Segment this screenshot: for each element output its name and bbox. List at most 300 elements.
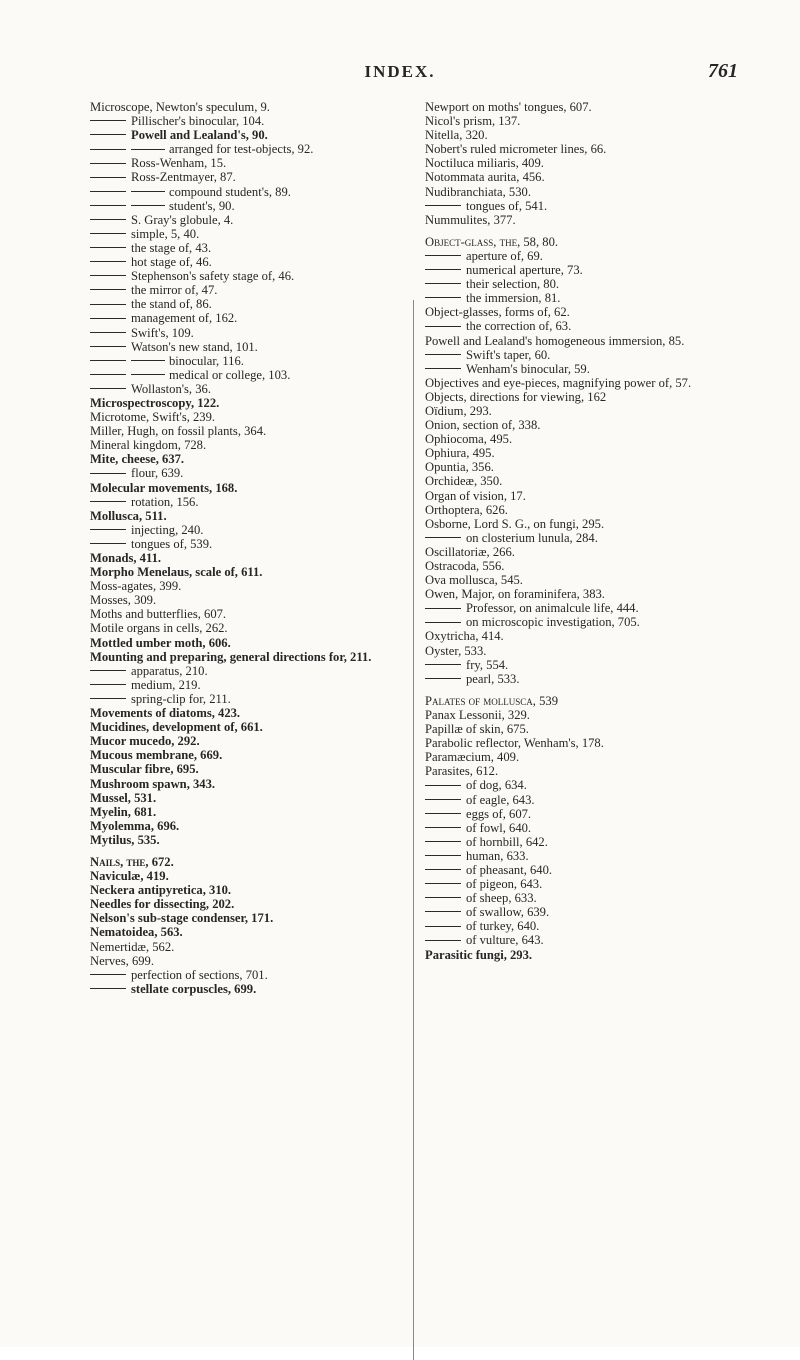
index-entry	[425, 587, 755, 601]
entry-text: Mineral kingdom, 728.	[90, 438, 207, 453]
entry-text: Objectives and eye-pieces, magnifying power of, 57.	[425, 375, 692, 390]
entry-text: Notommata aurita, 456.	[425, 170, 545, 185]
index-entry	[90, 481, 395, 495]
index-subentry	[90, 170, 395, 184]
index-entry	[425, 376, 755, 390]
entry-text: Nobert's ruled micrometer lines, 66.	[425, 142, 607, 157]
entry-text: Oïdium, 293.	[425, 403, 492, 418]
entry-text: Oxytricha, 414.	[425, 629, 504, 644]
index-subentry	[90, 255, 395, 269]
index-entry	[90, 621, 395, 635]
index-subentry	[90, 326, 395, 340]
index-subentry	[425, 199, 755, 213]
entry-text: Paramæcium, 409.	[425, 750, 520, 765]
index-subentry	[90, 283, 395, 297]
entry-text: Mollusca, 511.	[90, 508, 167, 523]
index-entry	[425, 156, 755, 170]
ditto-dash	[90, 149, 126, 150]
index-subentry	[90, 269, 395, 283]
entry-text: Moss-agates, 399.	[90, 579, 182, 594]
index-subentry	[90, 142, 395, 156]
entry-text: Nummulites, 377.	[425, 212, 516, 227]
index-subentry	[425, 658, 755, 672]
index-subentry	[90, 241, 395, 255]
entry-text: Nitella, 320.	[425, 128, 488, 143]
entry-text: Mucidines, development of, 661.	[90, 720, 263, 735]
index-entry	[425, 736, 755, 750]
entry-text: Myolemma, 696.	[90, 818, 180, 833]
entry-text: of hornbill, 642.	[466, 834, 548, 849]
index-subentry	[425, 291, 755, 305]
index-entry	[90, 748, 395, 762]
entry-text: Organ of vision, 17.	[425, 488, 526, 503]
ditto-dash	[90, 346, 126, 347]
index-entry	[90, 452, 395, 466]
entry-text: Mottled umber moth, 606.	[90, 635, 231, 650]
entry-text: Parabolic reflector, Wenham's, 178.	[425, 736, 604, 751]
entry-text: Parasites, 612.	[425, 764, 499, 779]
index-entry	[90, 925, 395, 939]
entry-text: medical or college, 103.	[169, 367, 291, 382]
entry-text: Parasitic fungi, 293.	[425, 947, 533, 962]
index-subentry	[425, 672, 755, 686]
index-entry	[90, 579, 395, 593]
ditto-dash	[131, 360, 165, 361]
entry-text: of pigeon, 643.	[466, 877, 543, 892]
index-subentry	[90, 523, 395, 537]
index-entry	[425, 213, 755, 227]
index-entry	[425, 708, 755, 722]
entry-text: Nails, the, 672.	[90, 854, 174, 869]
entry-text: binocular, 116.	[169, 353, 244, 368]
entry-text: Ophiocoma, 495.	[425, 432, 513, 447]
index-subentry	[425, 863, 755, 877]
index-subentry	[90, 537, 395, 551]
index-subentry	[425, 778, 755, 792]
ditto-dash	[425, 911, 461, 912]
entry-text: on closterium lunula, 284.	[466, 530, 598, 545]
entry-text: of vulture, 643.	[466, 933, 544, 948]
entry-text: Ova mollusca, 545.	[425, 573, 523, 588]
index-subentry	[425, 277, 755, 291]
ditto-dash	[425, 799, 461, 800]
entry-text: Movements of diatoms, 423.	[90, 706, 241, 721]
ditto-dash	[90, 473, 126, 474]
index-entry	[425, 390, 755, 404]
entry-text: Stephenson's safety stage of, 46.	[131, 269, 295, 284]
entry-text: stellate corpuscles, 699.	[131, 981, 257, 996]
ditto-dash	[425, 255, 461, 256]
index-entry	[425, 235, 755, 249]
index-subentry	[90, 495, 395, 509]
index-entry	[425, 948, 755, 962]
entry-text: Ross-Zentmayer, 87.	[131, 170, 236, 185]
entry-text: Object-glass, the, 58, 80.	[425, 234, 559, 249]
index-entry	[425, 764, 755, 778]
ditto-dash	[90, 318, 126, 319]
index-entry	[425, 128, 755, 142]
ditto-dash	[90, 275, 126, 276]
ditto-dash	[90, 974, 126, 975]
entry-text: Orthoptera, 626.	[425, 502, 508, 517]
entry-text: the correction of, 63.	[466, 319, 572, 334]
entry-text: Swift's, 109.	[131, 325, 194, 340]
ditto-dash	[90, 205, 126, 206]
entry-text: Mosses, 309.	[90, 593, 157, 608]
index-entry	[90, 762, 395, 776]
entry-text: Wenham's binocular, 59.	[466, 361, 590, 376]
ditto-dash	[90, 388, 126, 389]
index-entry	[425, 573, 755, 587]
entry-text: Miller, Hugh, on fossil plants, 364.	[90, 424, 267, 439]
ditto-dash	[90, 247, 126, 248]
ditto-dash	[131, 205, 165, 206]
ditto-dash	[425, 883, 461, 884]
ditto-dash	[425, 622, 461, 623]
index-entry	[425, 474, 755, 488]
entry-text: simple, 5, 40.	[131, 226, 200, 241]
entry-text: Objects, directions for viewing, 162	[425, 389, 607, 404]
entry-text: Monads, 411.	[90, 551, 162, 565]
index-entry	[425, 100, 755, 114]
page-header	[0, 62, 800, 92]
index-subentry	[90, 968, 395, 982]
index-subentry	[425, 933, 755, 947]
entry-text: Nerves, 699.	[90, 953, 155, 968]
entry-text: Powell and Lealand's, 90.	[131, 128, 268, 143]
entry-text: Mushroom spawn, 343.	[90, 776, 216, 791]
ditto-dash	[131, 374, 165, 375]
index-subentry	[90, 678, 395, 692]
entry-text: of pheasant, 640.	[466, 862, 553, 877]
index-subentry	[90, 664, 395, 678]
ditto-dash	[425, 855, 461, 856]
index-subentry	[90, 692, 395, 706]
index-subentry	[90, 340, 395, 354]
entry-text: of dog, 634.	[466, 778, 527, 793]
entry-text: Oscillatoriæ, 266.	[425, 544, 515, 559]
index-entry	[90, 607, 395, 621]
entry-text: Object-glasses, forms of, 62.	[425, 305, 570, 320]
ditto-dash	[90, 360, 126, 361]
index-entry	[425, 559, 755, 573]
ditto-dash	[425, 283, 461, 284]
index-subentry	[90, 354, 395, 368]
entry-text: Orchideæ, 350.	[425, 474, 503, 489]
index-entry	[425, 446, 755, 460]
index-subentry	[425, 319, 755, 333]
index-entry	[90, 819, 395, 833]
entry-text: Mucor mucedo, 292.	[90, 734, 200, 749]
entry-text: Mussel, 531.	[90, 790, 157, 805]
index-entry	[90, 734, 395, 748]
entry-text: Motile organs in cells, 262.	[90, 621, 228, 636]
entry-text: the mirror of, 47.	[131, 283, 218, 298]
ditto-dash	[425, 368, 461, 369]
entry-text: Nematoidea, 563.	[90, 925, 183, 940]
entry-text: the stage of, 43.	[131, 240, 212, 255]
entry-text: Panax Lessonii, 329.	[425, 707, 530, 722]
ditto-dash	[90, 233, 126, 234]
entry-text: of fowl, 640.	[466, 820, 532, 835]
entry-text: Pillischer's binocular, 104.	[131, 114, 265, 129]
entry-text: Watson's new stand, 101.	[131, 339, 258, 354]
entry-text: spring-clip for, 211.	[131, 691, 231, 706]
index-subentry	[90, 297, 395, 311]
ditto-dash	[90, 304, 126, 305]
index-entry	[425, 503, 755, 517]
entry-text: Nemertidæ, 562.	[90, 939, 175, 954]
ditto-dash	[425, 813, 461, 814]
index-entry	[90, 706, 395, 720]
index-entry	[90, 565, 395, 579]
index-subentry	[425, 877, 755, 891]
ditto-dash	[425, 269, 461, 270]
index-subentry	[425, 531, 755, 545]
index-subentry	[425, 263, 755, 277]
entry-text: rotation, 156.	[131, 494, 199, 509]
entry-text: apparatus, 210.	[131, 663, 208, 678]
index-subentry	[90, 128, 395, 142]
ditto-dash	[131, 191, 165, 192]
entry-text: hot stage of, 46.	[131, 255, 212, 270]
ditto-dash	[425, 897, 461, 898]
entry-text: Oyster, 533.	[425, 643, 487, 658]
entry-text: compound student's, 89.	[169, 184, 291, 199]
index-entry	[90, 833, 395, 847]
entry-text: Naviculæ, 419.	[90, 869, 169, 884]
index-entry	[425, 644, 755, 658]
index-entry	[90, 897, 395, 911]
entry-text: Needles for dissecting, 202.	[90, 897, 235, 912]
index-subentry	[90, 382, 395, 396]
column-divider	[413, 300, 414, 1360]
index-entry	[90, 636, 395, 650]
ditto-dash	[90, 332, 126, 333]
index-entry	[90, 954, 395, 968]
index-entry	[425, 432, 755, 446]
entry-text: the stand of, 86.	[131, 297, 212, 312]
index-subentry	[425, 821, 755, 835]
ditto-dash	[90, 543, 126, 544]
entry-text: Swift's taper, 60.	[466, 347, 551, 362]
index-entry	[425, 305, 755, 319]
entry-text: Mytilus, 535.	[90, 832, 160, 847]
entry-text: Muscular fibre, 695.	[90, 762, 199, 777]
entry-text: Papillæ of skin, 675.	[425, 722, 529, 737]
entry-text: Moths and butterflies, 607.	[90, 607, 227, 622]
entry-text: on microscopic investigation, 705.	[466, 615, 640, 630]
ditto-dash	[425, 354, 461, 355]
entry-text: Nicol's prism, 137.	[425, 114, 521, 129]
ditto-dash	[90, 698, 126, 699]
index-subentry	[90, 227, 395, 241]
index-entry	[90, 396, 395, 410]
ditto-dash	[425, 205, 461, 206]
page-number: 761	[708, 60, 738, 82]
entry-text: Noctiluca miliaris, 409.	[425, 156, 544, 171]
ditto-dash	[425, 608, 461, 609]
entry-text: medium, 219.	[131, 677, 201, 692]
entry-text: of swallow, 639.	[466, 905, 550, 920]
index-entry	[90, 424, 395, 438]
index-subentry	[425, 835, 755, 849]
entry-text: Ostracoda, 556.	[425, 559, 505, 573]
index-entry	[90, 805, 395, 819]
ditto-dash	[425, 940, 461, 941]
index-subentry	[90, 156, 395, 170]
entry-text: fry, 554.	[466, 657, 509, 672]
index-entry	[90, 869, 395, 883]
entry-text: S. Gray's globule, 4.	[131, 212, 234, 227]
index-subentry	[425, 891, 755, 905]
entry-text: Microtome, Swift's, 239.	[90, 410, 216, 425]
ditto-dash	[425, 827, 461, 828]
ditto-dash	[90, 261, 126, 262]
index-entry	[90, 883, 395, 897]
entry-text: tongues of, 539.	[131, 536, 213, 551]
entry-text: Myelin, 681.	[90, 804, 157, 819]
index-entry	[425, 545, 755, 559]
entry-text: Palates of mollusca, 539	[425, 693, 558, 708]
index-column-right	[425, 100, 755, 962]
entry-text: Newport on moths' tongues, 607.	[425, 100, 592, 114]
entry-text: pearl, 533.	[466, 671, 520, 686]
index-subentry	[90, 368, 395, 382]
entry-text: Opuntia, 356.	[425, 460, 494, 475]
index-column-left	[90, 100, 395, 996]
entry-text: Mite, cheese, 637.	[90, 452, 185, 467]
index-subentry	[425, 348, 755, 362]
entry-text: Professor, on animalcule life, 444.	[466, 601, 639, 616]
index-entry	[425, 404, 755, 418]
ditto-dash	[90, 529, 126, 530]
entry-text: human, 633.	[466, 848, 529, 863]
ditto-dash	[90, 501, 126, 502]
entry-text: Mounting and preparing, general directions for, 211.	[90, 649, 372, 664]
entry-text: Wollaston's, 36.	[131, 381, 211, 396]
index-entry	[90, 410, 395, 424]
entry-text: arranged for test-objects, 92.	[169, 142, 314, 157]
index-entry	[90, 791, 395, 805]
entry-text: Microscope, Newton's speculum, 9.	[90, 100, 270, 114]
ditto-dash	[131, 149, 165, 150]
index-subentry	[90, 466, 395, 480]
ditto-dash	[90, 163, 126, 164]
entry-text: tongues of, 541.	[466, 198, 548, 213]
entry-text: of eagle, 643.	[466, 792, 535, 807]
entry-text: Microspectroscopy, 122.	[90, 395, 220, 410]
entry-text: Molecular movements, 168.	[90, 480, 238, 495]
entry-text: student's, 90.	[169, 198, 235, 213]
index-subentry	[425, 905, 755, 919]
index-subentry	[425, 362, 755, 376]
entry-text: Ross-Wenham, 15.	[131, 156, 227, 171]
index-entry	[90, 551, 395, 565]
index-entry	[425, 170, 755, 184]
ditto-dash	[425, 869, 461, 870]
entry-text: Nudibranchiata, 530.	[425, 184, 531, 199]
entry-text: Powell and Lealand's homogeneous immersion, 85.	[425, 333, 685, 348]
entry-text: aperture of, 69.	[466, 248, 543, 263]
ditto-dash	[90, 684, 126, 685]
entry-text: Onion, section of, 338.	[425, 418, 541, 433]
index-subentry	[425, 601, 755, 615]
index-entry	[90, 940, 395, 954]
index-subentry	[90, 213, 395, 227]
entry-text: their selection, 80.	[466, 277, 560, 292]
index-entry	[425, 334, 755, 348]
ditto-dash	[90, 289, 126, 290]
index-entry	[425, 114, 755, 128]
index-entry	[425, 722, 755, 736]
ditto-dash	[425, 785, 461, 786]
index-entry	[90, 855, 395, 869]
entry-text: Morpho Menelaus, scale of, 611.	[90, 565, 263, 580]
entry-text: perfection of sections, 701.	[131, 967, 268, 982]
entry-text: of turkey, 640.	[466, 919, 540, 934]
index-entry	[425, 750, 755, 764]
index-entry	[425, 418, 755, 432]
ditto-dash	[425, 537, 461, 538]
entry-text: numerical aperture, 73.	[466, 263, 583, 278]
ditto-dash	[90, 191, 126, 192]
index-subentry	[425, 849, 755, 863]
index-entry	[425, 489, 755, 503]
ditto-dash	[425, 297, 461, 298]
index-entry	[425, 629, 755, 643]
index-entry	[425, 142, 755, 156]
ditto-dash	[425, 841, 461, 842]
ditto-dash	[90, 374, 126, 375]
entry-text: Nelson's sub-stage condenser, 171.	[90, 911, 274, 926]
ditto-dash	[90, 177, 126, 178]
ditto-dash	[90, 219, 126, 220]
index-entry	[425, 460, 755, 474]
index-subentry	[425, 249, 755, 263]
ditto-dash	[90, 988, 126, 989]
entry-text: Ophiura, 495.	[425, 446, 495, 461]
entry-text: of sheep, 633.	[466, 891, 537, 906]
index-entry	[425, 694, 755, 708]
index-subentry	[425, 615, 755, 629]
index-entry	[90, 593, 395, 607]
entry-text: management of, 162.	[131, 311, 238, 326]
ditto-dash	[90, 134, 126, 135]
index-entry	[90, 100, 395, 114]
page-title: INDEX.	[364, 62, 436, 81]
ditto-dash	[425, 326, 461, 327]
index-entry	[90, 650, 395, 664]
entry-text: Neckera antipyretica, 310.	[90, 883, 232, 898]
index-subentry	[90, 114, 395, 128]
index-entry	[425, 185, 755, 199]
index-subentry	[425, 793, 755, 807]
index-entry	[90, 720, 395, 734]
ditto-dash	[425, 926, 461, 927]
index-entry	[90, 438, 395, 452]
index-entry	[90, 911, 395, 925]
entry-text: Mucous membrane, 669.	[90, 748, 223, 763]
ditto-dash	[425, 664, 461, 665]
index-subentry	[425, 807, 755, 821]
ditto-dash	[90, 670, 126, 671]
entry-text: Owen, Major, on foraminifera, 383.	[425, 587, 605, 602]
index-entry	[90, 509, 395, 523]
entry-text: flour, 639.	[131, 466, 184, 481]
ditto-dash	[425, 678, 461, 679]
entry-text: the immersion, 81.	[466, 291, 561, 306]
